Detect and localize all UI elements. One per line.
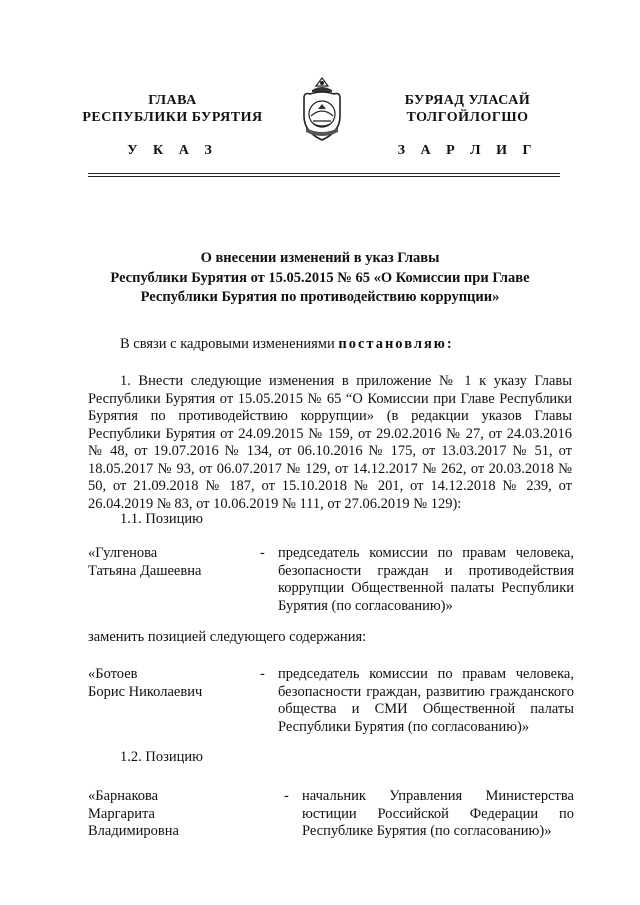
intro-text: В связи с кадровыми изменениями xyxy=(120,336,339,352)
header-left-line1: ГЛАВА xyxy=(148,93,197,108)
intro-decree-word: постановляю: xyxy=(338,336,454,352)
header-right-line2: ТОЛГОЙЛОГШО xyxy=(406,110,529,125)
header-left xyxy=(60,92,285,126)
doc-type-right: З А Р Л И Г xyxy=(397,143,538,158)
entry-surname: «Гулгенова xyxy=(88,545,158,561)
entry-given-names: Татьяна Дашеевна xyxy=(88,562,202,579)
entry-name xyxy=(88,666,248,701)
entry-surname: «Ботоев xyxy=(88,666,138,682)
header-right-line1: БУРЯАД УЛАСАЙ xyxy=(404,93,531,108)
entry-description: начальник Управления Министерства юстиции Российской Федерации по Республике Бурятия (по согласованию)» xyxy=(302,788,574,839)
entry-given-names: Маргарита Владимировна xyxy=(88,805,179,839)
coat-of-arms-icon xyxy=(298,76,346,144)
entry-dash: - xyxy=(284,788,289,804)
header-left-line2: РЕСПУБЛИКИ БУРЯТИЯ xyxy=(82,110,263,125)
header-divider-bottom xyxy=(88,176,560,177)
title-line1: О внесении изменений в указ Главы xyxy=(200,250,440,266)
intro-paragraph xyxy=(120,336,580,354)
header-right xyxy=(355,92,580,126)
entry-given-names: Борис Николаевич xyxy=(88,683,203,700)
item-1-1-paragraph: 1.1. Позицию xyxy=(120,511,203,527)
title-line2: Республики Бурятия от 15.05.2015 № 65 «О Комиссии при Главе xyxy=(110,269,530,286)
entry-name xyxy=(88,545,248,580)
title-line3: Республики Бурятия по противодействию коррупции» xyxy=(140,289,500,305)
entry-dash: - xyxy=(260,545,265,561)
header-divider-top xyxy=(88,173,560,174)
entry-surname: «Барнакова xyxy=(88,788,159,804)
item-1-2-paragraph: 1.2. Позицию xyxy=(120,749,203,765)
doc-type-left: У К А З xyxy=(127,143,218,158)
entry-description: председатель комиссии по правам человека, безопасности граждан, развитию гражданского общества и СМИ Общественной палаты Республики Бурятия (по согласованию)» xyxy=(278,666,574,735)
entry-dash: - xyxy=(260,666,265,682)
replace-paragraph: заменить позицией следующего содержания: xyxy=(88,629,367,645)
item-1-paragraph: 1. Внести следующие изменения в приложение № 1 к указу Главы Республики Бурятия от 15.05.2015 № 65 “О Комиссии при Главе Республики Бурятия по противодействию коррупции» (в редакции указов Главы Республики Бурятия от 24.09.2015 № 159, от 29.02.2016 № 27, от 24.03.2016 № 48, от 19.07.2016 № 134, от 06.10.2016 № 175, от 13.03.2017 № 51, от 18.05.2017 № 93, от 06.07.2017 № 129, от 14.12.2017 № 262, от 20.03.2018 № 50, от 21.09.2018 № 187, от 15.10.2018 № 201, от 14.12.2018 № 239, от 26.04.2019 № 83, от 10.06.2019 № 111, от 27.06.2019 № 129): xyxy=(88,373,572,512)
document-title xyxy=(70,249,570,308)
entry-name xyxy=(88,788,248,841)
entry-description: председатель комиссии по правам человека, безопасности граждан и противодействия коррупции Общественной палаты Республики Бурятия (по согласованию)» xyxy=(278,545,574,614)
